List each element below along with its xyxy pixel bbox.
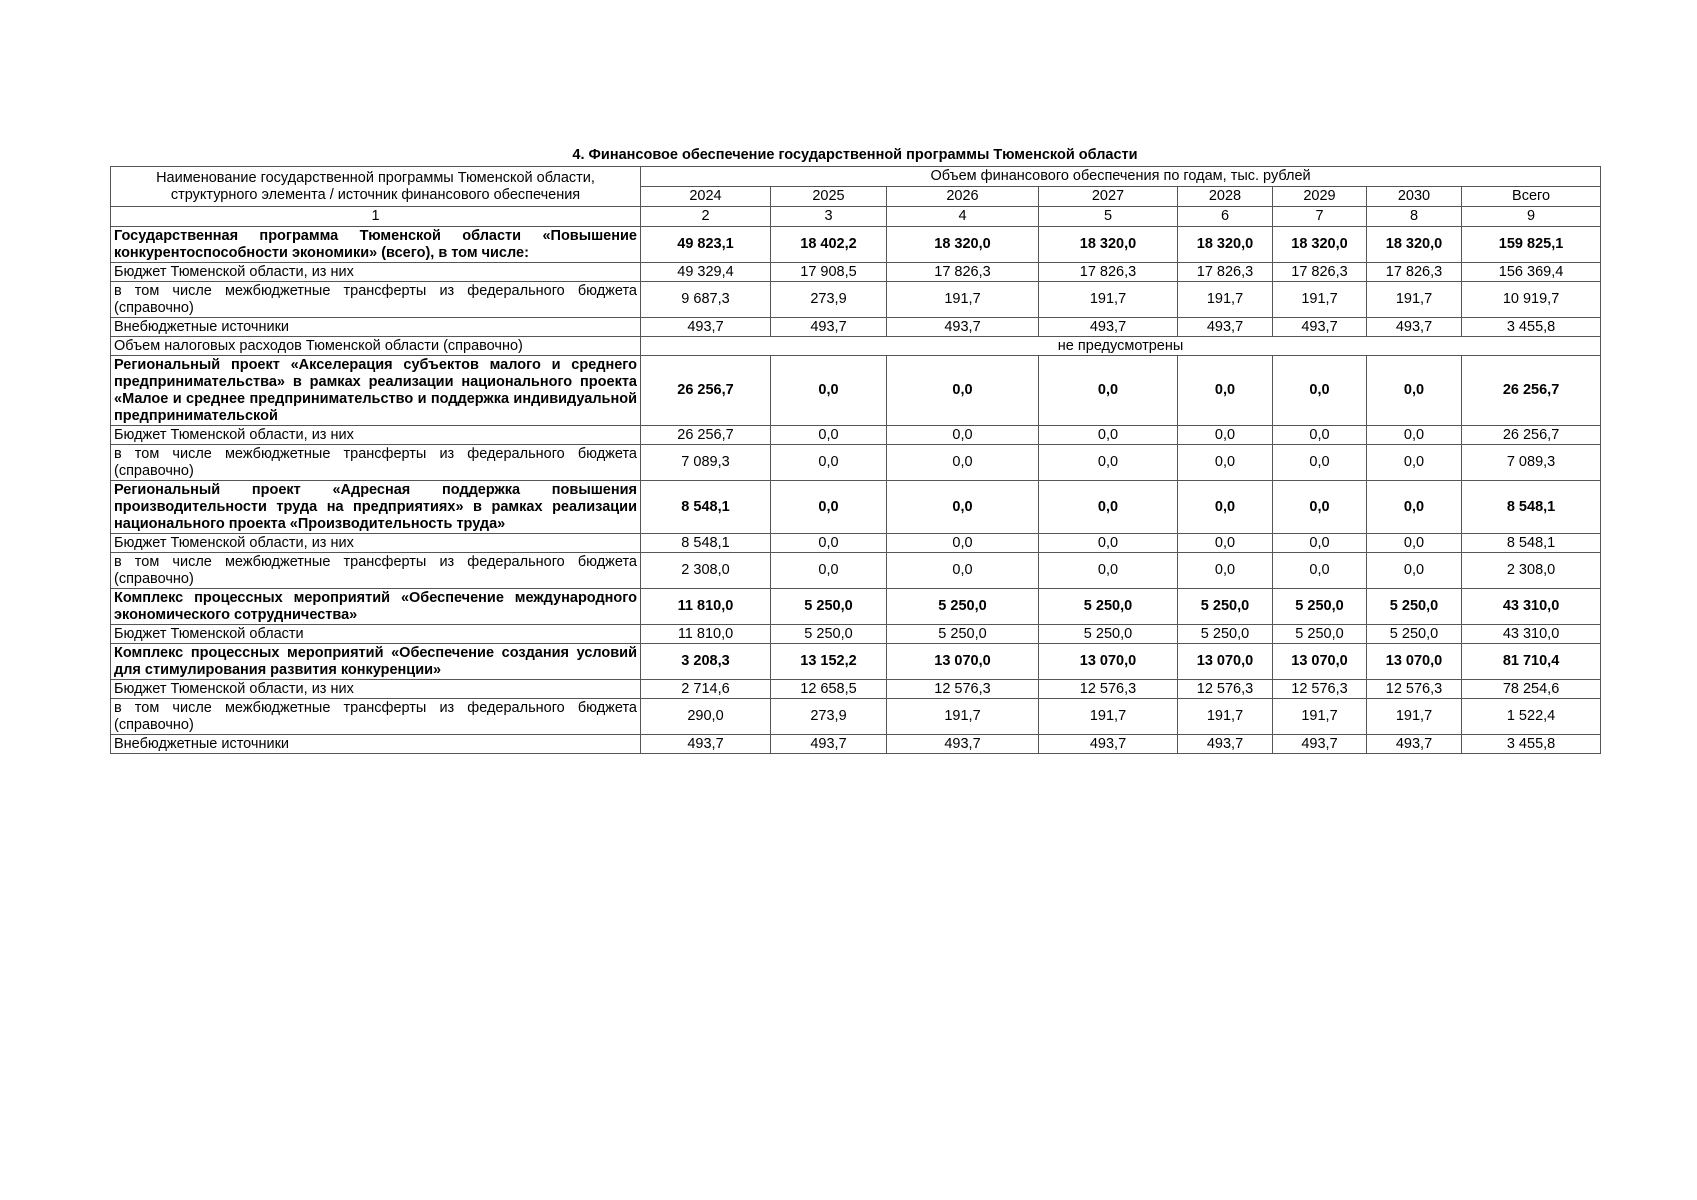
row-label: в том числе межбюджетные трансферты из федерального бюджета (справочно)	[111, 445, 641, 481]
year-value-cell: 191,7	[1367, 699, 1462, 735]
year-value-cell: 493,7	[1178, 318, 1273, 337]
table-row	[111, 644, 1601, 680]
year-value-cell: 17 908,5	[771, 263, 887, 282]
year-value-cell: 12 576,3	[887, 680, 1039, 699]
year-value-cell: 191,7	[1367, 282, 1462, 318]
year-value-cell: 18 320,0	[1039, 227, 1178, 263]
year-value-cell: 8 548,1	[641, 534, 771, 553]
year-value-cell: 0,0	[887, 445, 1039, 481]
table-row	[111, 625, 1601, 644]
year-value-cell: 0,0	[887, 553, 1039, 589]
year-value-cell: 493,7	[641, 735, 771, 754]
row-label: Комплекс процессных мероприятий «Обеспечение международного экономического сотрудничества»	[111, 589, 641, 625]
year-value-cell: 0,0	[887, 481, 1039, 534]
row-label: Государственная программа Тюменской области «Повышение конкурентоспособности экономики» (всего), в том числе:	[111, 227, 641, 263]
year-value-cell: 0,0	[771, 481, 887, 534]
row-total-cell: 81 710,4	[1462, 644, 1601, 680]
year-value-cell: 2 308,0	[641, 553, 771, 589]
year-value-cell: 191,7	[1039, 282, 1178, 318]
year-value-cell: 493,7	[1178, 735, 1273, 754]
year-value-cell: 18 320,0	[1367, 227, 1462, 263]
year-value-cell: 493,7	[771, 735, 887, 754]
year-value-cell: 0,0	[1039, 445, 1178, 481]
year-value-cell: 5 250,0	[1367, 625, 1462, 644]
year-value-cell: 0,0	[1039, 534, 1178, 553]
volume-group-header: Объем финансового обеспечения по годам, тыс. рублей	[641, 167, 1601, 187]
row-total-cell: 78 254,6	[1462, 680, 1601, 699]
year-value-cell: 273,9	[771, 282, 887, 318]
year-value-cell: 17 826,3	[887, 263, 1039, 282]
year-value-cell: 493,7	[887, 318, 1039, 337]
row-total-cell: 8 548,1	[1462, 481, 1601, 534]
year-value-cell: 0,0	[1367, 553, 1462, 589]
year-value-cell: 0,0	[771, 356, 887, 426]
year-header: 2030	[1367, 187, 1462, 207]
year-value-cell: 0,0	[1273, 356, 1367, 426]
year-value-cell: 12 576,3	[1367, 680, 1462, 699]
year-header: 2026	[887, 187, 1039, 207]
year-value-cell: 5 250,0	[1178, 625, 1273, 644]
table-row	[111, 263, 1601, 282]
year-value-cell: 0,0	[1367, 481, 1462, 534]
year-value-cell: 5 250,0	[887, 625, 1039, 644]
year-value-cell: 12 576,3	[1273, 680, 1367, 699]
row-total-cell: 26 256,7	[1462, 356, 1601, 426]
tax-expenditures-value: не предусмотрены	[641, 337, 1601, 356]
year-value-cell: 191,7	[887, 699, 1039, 735]
year-value-cell: 18 320,0	[1178, 227, 1273, 263]
financing-table	[110, 166, 1601, 754]
year-value-cell: 290,0	[641, 699, 771, 735]
column-number: 7	[1273, 207, 1367, 227]
row-label: Региональный проект «Адресная поддержка повышения производительности труда на предприятиях» в рамках реализации национального проекта «Производительность труда»	[111, 481, 641, 534]
table-row	[111, 680, 1601, 699]
year-header: 2024	[641, 187, 771, 207]
year-value-cell: 2 714,6	[641, 680, 771, 699]
row-total-cell: 159 825,1	[1462, 227, 1601, 263]
row-label-text: Региональный проект «Акселерация субъектов малого и среднего предпринимательства» в рамках реализации национального проекта «Малое и среднее предпринимательство и поддержка индивидуальной предпринимательской	[114, 357, 637, 424]
table-row	[111, 553, 1601, 589]
year-value-cell: 5 250,0	[771, 625, 887, 644]
year-value-cell: 5 250,0	[1178, 589, 1273, 625]
year-value-cell: 9 687,3	[641, 282, 771, 318]
row-label: Бюджет Тюменской области	[111, 625, 641, 644]
year-value-cell: 5 250,0	[887, 589, 1039, 625]
year-value-cell: 493,7	[887, 735, 1039, 754]
year-header: 2025	[771, 187, 887, 207]
row-total-cell: 10 919,7	[1462, 282, 1601, 318]
year-value-cell: 5 250,0	[1273, 625, 1367, 644]
row-label: Внебюджетные источники	[111, 318, 641, 337]
year-value-cell: 0,0	[1178, 356, 1273, 426]
row-total-cell: 8 548,1	[1462, 534, 1601, 553]
year-value-cell: 273,9	[771, 699, 887, 735]
year-value-cell: 5 250,0	[1039, 625, 1178, 644]
column-number: 5	[1039, 207, 1178, 227]
year-header: 2027	[1039, 187, 1178, 207]
table-row	[111, 282, 1601, 318]
year-value-cell: 191,7	[1178, 282, 1273, 318]
year-value-cell: 0,0	[1039, 553, 1178, 589]
year-value-cell: 191,7	[887, 282, 1039, 318]
year-value-cell: 5 250,0	[1273, 589, 1367, 625]
year-value-cell: 18 402,2	[771, 227, 887, 263]
year-value-cell: 493,7	[1367, 318, 1462, 337]
year-value-cell: 493,7	[641, 318, 771, 337]
year-value-cell: 493,7	[1273, 318, 1367, 337]
column-number: 6	[1178, 207, 1273, 227]
year-value-cell: 0,0	[1039, 356, 1178, 426]
row-total-cell: 43 310,0	[1462, 625, 1601, 644]
tax-expenditures-label: Объем налоговых расходов Тюменской области (справочно)	[111, 337, 641, 356]
year-value-cell: 0,0	[1273, 445, 1367, 481]
year-value-cell: 0,0	[1178, 426, 1273, 445]
year-value-cell: 13 070,0	[887, 644, 1039, 680]
year-value-cell: 0,0	[771, 534, 887, 553]
year-value-cell: 0,0	[1178, 445, 1273, 481]
table-row	[111, 318, 1601, 337]
year-value-cell: 0,0	[1273, 481, 1367, 534]
table-row	[111, 426, 1601, 445]
year-value-cell: 0,0	[1273, 426, 1367, 445]
table-row	[111, 356, 1601, 426]
column-number: 8	[1367, 207, 1462, 227]
year-value-cell: 5 250,0	[1367, 589, 1462, 625]
year-value-cell: 26 256,7	[641, 426, 771, 445]
row-label: в том числе межбюджетные трансферты из федерального бюджета (справочно)	[111, 699, 641, 735]
year-value-cell: 0,0	[1273, 553, 1367, 589]
year-value-cell: 13 070,0	[1273, 644, 1367, 680]
year-value-cell: 0,0	[1178, 553, 1273, 589]
year-value-cell: 0,0	[771, 445, 887, 481]
year-value-cell: 7 089,3	[641, 445, 771, 481]
year-value-cell: 17 826,3	[1039, 263, 1178, 282]
row-total-cell: 3 455,8	[1462, 318, 1601, 337]
year-value-cell: 0,0	[1367, 445, 1462, 481]
year-value-cell: 0,0	[1367, 534, 1462, 553]
row-total-cell: 156 369,4	[1462, 263, 1601, 282]
year-value-cell: 0,0	[1178, 481, 1273, 534]
table-row	[111, 699, 1601, 735]
year-value-cell: 493,7	[771, 318, 887, 337]
year-value-cell: 13 152,2	[771, 644, 887, 680]
row-total-cell: 7 089,3	[1462, 445, 1601, 481]
year-value-cell: 493,7	[1273, 735, 1367, 754]
table-row	[111, 735, 1601, 754]
row-total-cell: 3 455,8	[1462, 735, 1601, 754]
row-label: Бюджет Тюменской области, из них	[111, 680, 641, 699]
year-header: 2028	[1178, 187, 1273, 207]
row-total-cell: 1 522,4	[1462, 699, 1601, 735]
year-value-cell: 0,0	[1367, 426, 1462, 445]
year-value-cell: 13 070,0	[1039, 644, 1178, 680]
year-value-cell: 0,0	[1039, 426, 1178, 445]
year-value-cell: 12 576,3	[1178, 680, 1273, 699]
year-value-cell: 0,0	[887, 534, 1039, 553]
name-column-header: Наименование государственной программы Тюменской области, структурного элемента / источник финансового обеспечения	[111, 167, 641, 207]
table-row	[111, 589, 1601, 625]
year-value-cell: 12 576,3	[1039, 680, 1178, 699]
tax-expenditures-row	[111, 337, 1601, 356]
year-value-cell: 17 826,3	[1273, 263, 1367, 282]
year-value-cell: 18 320,0	[887, 227, 1039, 263]
year-value-cell: 0,0	[1039, 481, 1178, 534]
column-number: 4	[887, 207, 1039, 227]
year-value-cell: 0,0	[1367, 356, 1462, 426]
year-value-cell: 18 320,0	[1273, 227, 1367, 263]
total-header: Всего	[1462, 187, 1601, 207]
year-value-cell: 0,0	[887, 426, 1039, 445]
year-header: 2029	[1273, 187, 1367, 207]
year-value-cell: 5 250,0	[771, 589, 887, 625]
row-label: Бюджет Тюменской области, из них	[111, 534, 641, 553]
year-value-cell: 13 070,0	[1178, 644, 1273, 680]
table-row	[111, 227, 1601, 263]
table-row	[111, 481, 1601, 534]
year-value-cell: 11 810,0	[641, 625, 771, 644]
year-value-cell: 0,0	[887, 356, 1039, 426]
column-number: 2	[641, 207, 771, 227]
row-label: в том числе межбюджетные трансферты из федерального бюджета (справочно)	[111, 282, 641, 318]
year-value-cell: 11 810,0	[641, 589, 771, 625]
year-value-cell: 3 208,3	[641, 644, 771, 680]
year-value-cell: 8 548,1	[641, 481, 771, 534]
row-label: Комплекс процессных мероприятий «Обеспечение создания условий для стимулирования развития конкуренции»	[111, 644, 641, 680]
year-value-cell: 191,7	[1039, 699, 1178, 735]
row-total-cell: 26 256,7	[1462, 426, 1601, 445]
page-title: 4. Финансовое обеспечение государственной программы Тюменской области	[572, 147, 1138, 163]
column-number-row	[111, 207, 1601, 227]
row-total-cell: 43 310,0	[1462, 589, 1601, 625]
year-value-cell: 493,7	[1039, 318, 1178, 337]
year-value-cell: 12 658,5	[771, 680, 887, 699]
row-label	[111, 356, 641, 426]
year-value-cell: 191,7	[1178, 699, 1273, 735]
row-label: в том числе межбюджетные трансферты из федерального бюджета (справочно)	[111, 553, 641, 589]
year-value-cell: 17 826,3	[1178, 263, 1273, 282]
year-value-cell: 493,7	[1367, 735, 1462, 754]
column-number: 1	[111, 207, 641, 227]
year-value-cell: 191,7	[1273, 699, 1367, 735]
year-value-cell: 0,0	[1178, 534, 1273, 553]
year-value-cell: 17 826,3	[1367, 263, 1462, 282]
year-value-cell: 0,0	[771, 553, 887, 589]
table-row	[111, 534, 1601, 553]
year-value-cell: 49 329,4	[641, 263, 771, 282]
row-label: Бюджет Тюменской области, из них	[111, 263, 641, 282]
row-label: Внебюджетные источники	[111, 735, 641, 754]
row-total-cell: 2 308,0	[1462, 553, 1601, 589]
table-row	[111, 445, 1601, 481]
year-value-cell: 13 070,0	[1367, 644, 1462, 680]
column-number: 9	[1462, 207, 1601, 227]
year-value-cell: 191,7	[1273, 282, 1367, 318]
year-value-cell: 49 823,1	[641, 227, 771, 263]
year-value-cell: 0,0	[1273, 534, 1367, 553]
year-value-cell: 0,0	[771, 426, 887, 445]
year-value-cell: 493,7	[1039, 735, 1178, 754]
row-label: Бюджет Тюменской области, из них	[111, 426, 641, 445]
header-row-1	[111, 167, 1601, 187]
column-number: 3	[771, 207, 887, 227]
year-value-cell: 5 250,0	[1039, 589, 1178, 625]
year-value-cell: 26 256,7	[641, 356, 771, 426]
